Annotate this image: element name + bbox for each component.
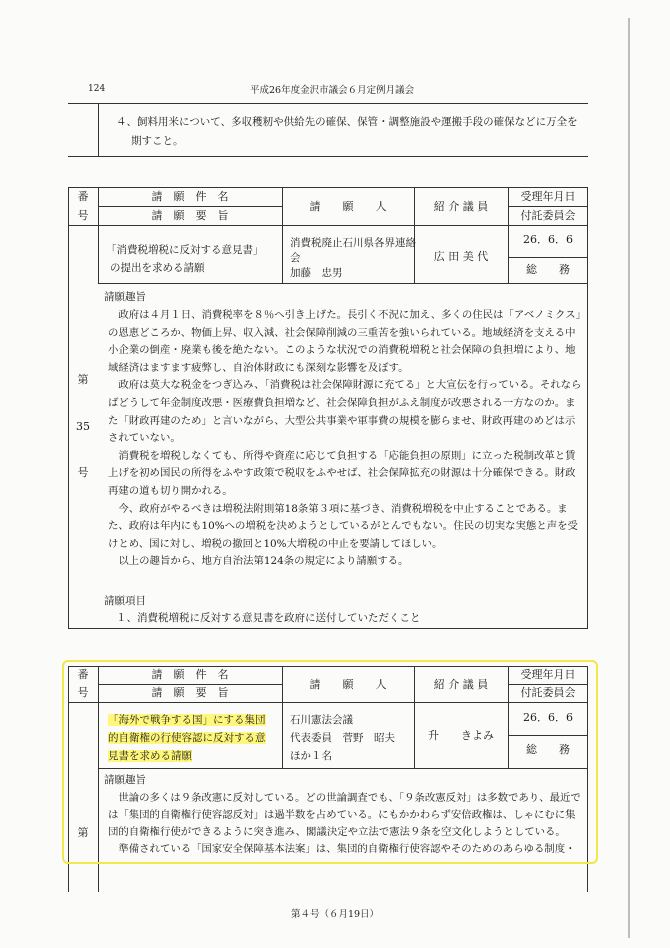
p35-summary-body xyxy=(108,307,584,571)
continuation-box xyxy=(68,103,588,157)
p36-date: 26．6．6 xyxy=(523,711,573,724)
continuation-divider xyxy=(98,103,99,157)
header-petition-summary: 請 願 要 旨 xyxy=(151,209,229,222)
p35-petitioner-line2: 会 xyxy=(290,252,301,264)
p36-introducer: 升 きよみ xyxy=(428,729,494,742)
footer-issue: 第４号（６月19日） xyxy=(290,909,380,920)
header-introducer: 紹 介 議 員 xyxy=(433,200,489,213)
p36-number-dai: 第 xyxy=(77,826,89,839)
p36-committee: 総 務 xyxy=(526,743,570,756)
p35-number-go: 号 xyxy=(77,466,89,479)
page-number: 124 xyxy=(88,84,106,94)
p35-introducer: 広 田 美 代 xyxy=(433,250,489,263)
p35-committee: 総 務 xyxy=(526,263,570,276)
continuation-line1: ４、飼料用米について、多収穫籾や供給先の確保、保管・調整施設や運搬手段の確保などに万全を xyxy=(116,116,578,128)
p35-summary-label: 請願趣旨 xyxy=(104,291,146,303)
p35-paragraph: 政府は４月１日、消費税率を８％へ引き上げた。長引く不況に加え、多くの住民は「アベノミクス」の恩恵どころか、物価上昇、収入減、社会保障削減の三重苦を強いられている。地域経済を支える中小企業の倒産・廃業も後を絶たない。このような状況での消費税増税と社会保障の負担増により、地域経済はますます疲弊し、自治体財政にも深刻な影響を及ぼす。 xyxy=(108,309,581,374)
p36-summary-label: 請願趣旨 xyxy=(104,774,146,786)
header-number-bottom: 号 xyxy=(77,686,89,699)
p35-row-bottom xyxy=(98,283,588,284)
p35-petitioner-line1: 消費税廃止石川県各界連絡 xyxy=(290,237,416,249)
header-number-bottom: 号 xyxy=(77,209,89,222)
header-committee: 付託委員会 xyxy=(520,209,576,222)
page-edge xyxy=(628,18,630,938)
header-committee: 付託委員会 xyxy=(520,686,576,699)
header-introducer: 紹 介 議 員 xyxy=(433,678,489,691)
continuation-line2: 期すこと。 xyxy=(131,135,184,147)
p35-paragraph: 政府は莫大な税金をつぎ込み、「消費税は社会保障財源に充てる」と大宣伝を行っている。それならばどうして年金制度改悪・医療費負担増など、社会保障負担がふえ制度が改悪される一方なのか。また「財政再建のため」と言いながら、大型公共事業や軍事費の規模を膨らませ、財政再建のめどは示されていない。 xyxy=(108,379,582,445)
p35-paragraph: 以上の趣旨から、地方自治法第124条の規定により請願する。 xyxy=(108,555,409,568)
p35-items-label: 請願項目 xyxy=(104,595,146,607)
p35-date-split2 xyxy=(508,257,588,258)
p35-item: １、消費税増税に反対する意見書を政府に送付していただくこと xyxy=(116,612,421,624)
p36-title-line2: 的自衛権の行使容認に反対する意 xyxy=(108,732,266,744)
p36-paragraph: 準備されている「国家安全保障基本法案」は、集団的自衛権行使容認やそのためのあらゆる制度・ xyxy=(108,843,576,855)
p36-petitioner-line1: 石川憲法会議 xyxy=(290,714,353,726)
p35-title-line1: 「消費税増税に反対する意見書」 xyxy=(106,244,264,256)
header-received-date: 受理年月日 xyxy=(520,668,576,681)
header-petition-summary: 請 願 要 旨 xyxy=(151,686,229,699)
p36-petitioner-line2: 代表委員 菅野 昭夫 xyxy=(290,732,395,744)
header-title: 平成26年度金沢市議会６月定例月議会 xyxy=(250,85,415,96)
p35-number-value: 35 xyxy=(76,420,90,433)
p35-header-bottom xyxy=(68,225,588,226)
p35-date-split xyxy=(508,206,588,207)
p35-number-dai: 第 xyxy=(77,373,89,386)
yellow-highlight-outline xyxy=(62,660,598,864)
p35-paragraph: 今、政府がやるべきは増税法附則第18条第３項に基づき、消費税増税を中止することである。また、政府は年内にも10%への増税を決めようとしているがとんでもない。住民の切実な実態と声を受けとめ、国に対し、増税の撤回と10%大増税の中止を要請してほしい。 xyxy=(108,502,578,550)
header-received-date: 受理年月日 xyxy=(520,190,576,203)
header-petitioner: 請 願 人 xyxy=(309,678,387,691)
header-petition-title: 請 願 件 名 xyxy=(151,190,229,203)
header-number-top: 番 xyxy=(77,190,89,203)
p35-petitioner-line3: 加藤 忠男 xyxy=(290,267,343,279)
p36-petitioner-line3: ほか１名 xyxy=(290,750,332,762)
p36-title-line3: 見書を求める請願 xyxy=(108,750,192,762)
p35-title-split xyxy=(98,206,282,207)
p36-title-line1: 「海外で戦争する国」にする集団 xyxy=(108,714,266,726)
header-number-top: 番 xyxy=(77,668,89,681)
p35-title-line2: の提出を求める請願 xyxy=(110,262,205,274)
header-petitioner: 請 願 人 xyxy=(309,200,387,213)
p35-paragraph: 消費税を増税しなくても、所得や資産に応じて負担する「応能負担の原則」に立った税制改革と賃上げを初め国民の所得をふやす政策で税収をふやせば、社会保障拡充の財源は十分確保できる。財政再建の道も切り開かれる。 xyxy=(108,449,576,497)
header-petition-title: 請 願 件 名 xyxy=(151,668,229,681)
p35-date: 26．6．6 xyxy=(523,233,573,246)
p36-paragraph: 世論の多くは９条改憲に反対している。どの世論調査でも、「９条改憲反対」は多数であり、最近では「集団的自衛権行使容認反対」は過半数を占めている。にもかかわらず安倍政権は、しゃにむに集団的自衛権行使ができるように突き進み、閣議決定や立法で憲法９条を空文化しようとしている。 xyxy=(108,792,581,838)
